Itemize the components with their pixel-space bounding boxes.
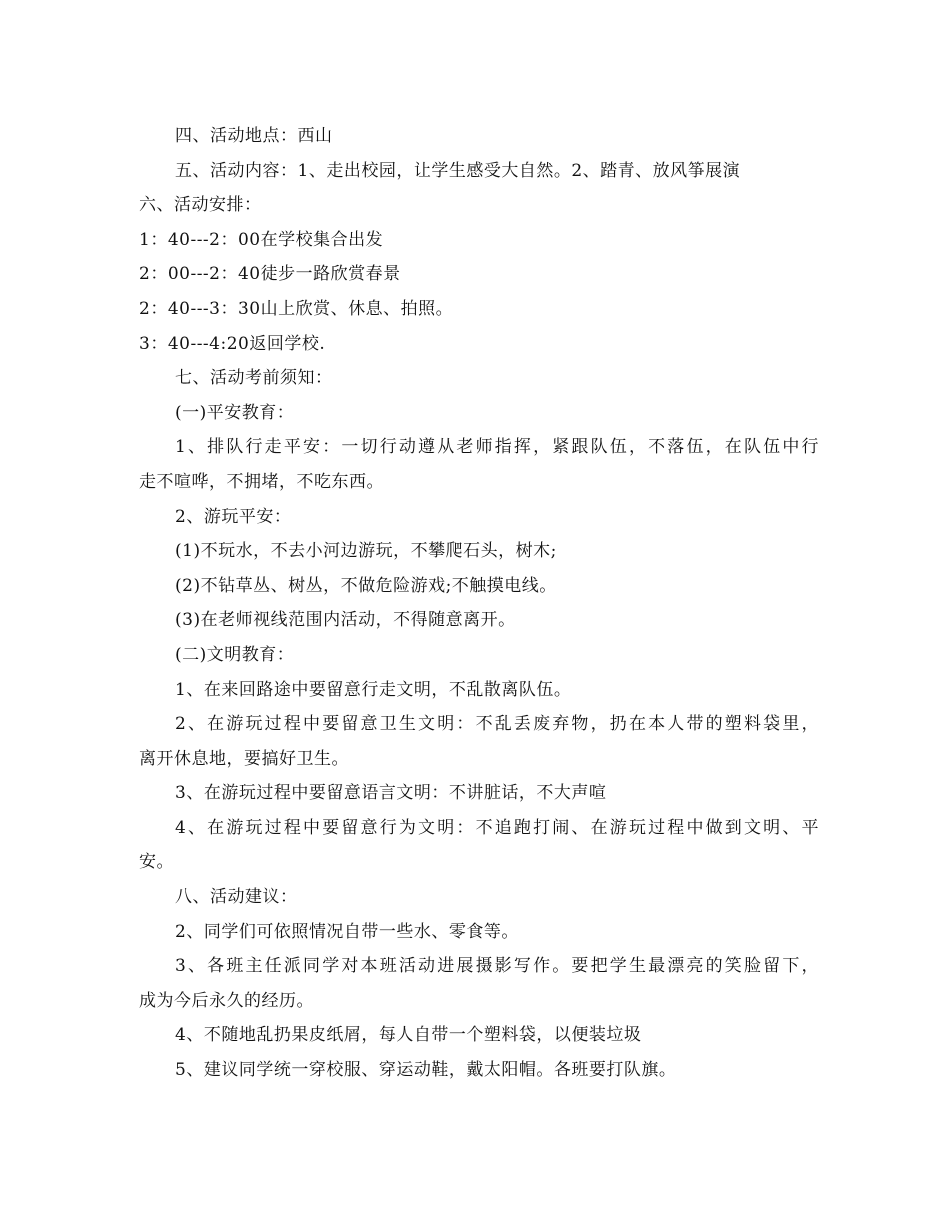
text-line: 安。 [139,852,174,873]
text-line: 1、排队行走平安：一切行动遵从老师指挥，紧跟队伍，不落伍，在队伍中行 [175,437,819,458]
text-line: 五、活动内容：1、走出校园，让学生感受大自然。2、踏青、放风筝展演 [175,160,741,181]
text-line: (1)不玩水，不去小河边游玩，不攀爬石头，树木; [175,541,557,562]
text-line: 1、在来回路途中要留意行走文明，不乱散离队伍。 [175,679,572,700]
text-line: 3、各班主任派同学对本班活动进展摄影写作。要把学生最漂亮的笑脸留下， [175,956,819,977]
text-line: 七、活动考前须知： [175,368,333,389]
text-line: 3、在游玩过程中要留意语言文明：不讲脏话，不大声喧 [175,783,607,804]
text-line: 离开休息地，要搞好卫生。 [139,748,349,769]
text-line: 2、游玩平安： [175,506,292,527]
text-line: 成为今后永久的经历。 [139,990,314,1011]
text-line: 2、同学们可依照情况自带一些水、零食等。 [175,921,519,942]
text-line: 1：40---2：00在学校集合出发 [139,229,384,250]
text-line: 2：40---3：30山上欣赏、休息、拍照。 [139,298,454,319]
text-line: (二)文明教育： [175,644,295,665]
text-line: 2：00---2：40徒步一路欣赏春景 [139,264,401,285]
text-line: 走不喧哗，不拥堵，不吃东西。 [139,471,384,492]
document-body [139,119,819,1088]
text-line: 四、活动地点：西山 [175,126,333,146]
text-line: 4、在游玩过程中要留意行为文明：不追跑打闹、在游玩过程中做到文明、平 [175,817,819,838]
text-line: (一)平安教育： [175,402,295,423]
text-line: 六、活动安排： [139,195,262,216]
text-line: (2)不钻草丛、树丛，不做危险游戏;不触摸电线。 [175,575,557,596]
text-line: 4、不随地乱扔果皮纸屑，每人自带一个塑料袋，以便装垃圾 [175,1025,642,1046]
text-line: 3：40---4:20返回学校. [139,333,326,354]
text-line: 5、建议同学统一穿校服、穿运动鞋，戴太阳帽。各班要打队旗。 [175,1060,677,1081]
text-line: 八、活动建议： [175,887,298,908]
text-line: 2、在游玩过程中要留意卫生文明：不乱丢废弃物，扔在本人带的塑料袋里， [175,714,819,735]
text-line: (3)在老师视线范围内活动，不得随意离开。 [175,610,516,631]
